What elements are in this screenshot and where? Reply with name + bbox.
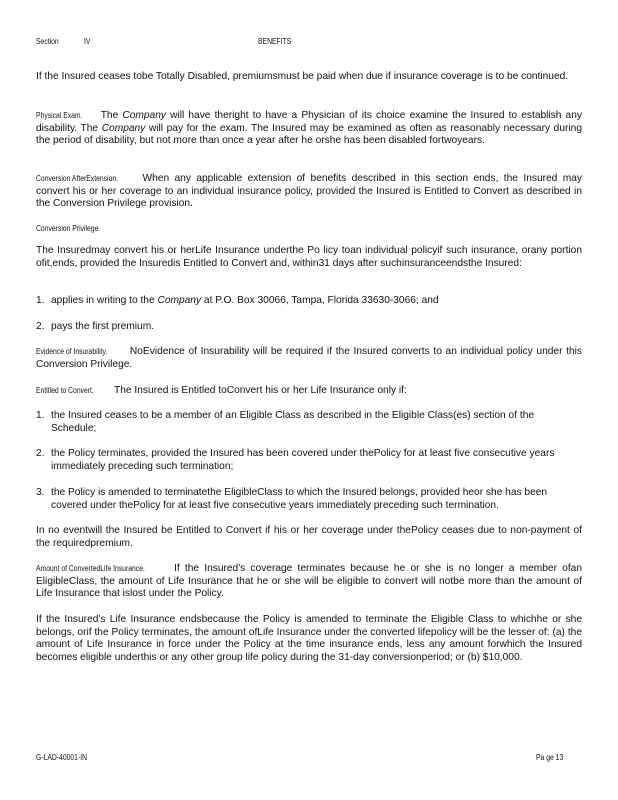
amount-paragraph: [36, 563, 582, 601]
physical-exam-heading: Physical Exam.: [36, 111, 83, 120]
page-number: Pa ge 13: [536, 753, 564, 762]
company-term: Company: [101, 122, 146, 134]
condition-2-text: the Policy terminates, provided the Insured has been covered under thePolicy for at least five consecutive years immediately preceding such termination;: [51, 448, 555, 472]
condition-3-text: the Policy is amended to terminatethe EligibleClass to which the Insured belongs, provided heor she has been covered under thePolicy for at least five consecutive years immediately preceding such termination.: [51, 487, 548, 511]
section-label: Section: [36, 36, 59, 46]
company-term: Company: [122, 110, 166, 121]
condition-row: [36, 448, 582, 473]
step1-text-b: at P.O. Box 30066, Tampa, Florida 33630-3066; and: [201, 295, 439, 306]
document-page: [36, 0, 582, 800]
conversion-extension-paragraph: [36, 173, 582, 211]
form-id: G-LAD-40001-IN: [36, 753, 88, 762]
conversion-extension-text: When any applicable extension of benefits described in this section ends, the Insured may convert his or her coverage to an individual insurance policy, provided the Insured is Entitled to Convert as described in the Conversion Privilege provision.: [36, 173, 582, 210]
condition-row: [36, 410, 582, 435]
list-number: 2.: [36, 448, 45, 459]
step2-text: pays the first premium.: [51, 321, 155, 332]
list-number: 3.: [36, 487, 45, 498]
disability-premium-paragraph: If the Insured ceases tobe Totally Disabled, premiumsmust be paid when due if insurance coverage is to be continued.: [36, 71, 569, 82]
evidence-paragraph: [36, 346, 582, 371]
physical-exam-text-c: will pay for the exam. The Insured may be examined as often as reasonably necessary during the period of disability, but not more than once a year after he orshe has been disabled fortwoyears.: [36, 122, 582, 147]
non-payment-paragraph: In no eventwill the Insured be Entitled to Convert if his or her coverage under thePolicy ceases due to non-payment of the requiredpremium.: [36, 525, 582, 549]
company-term: Company: [157, 295, 202, 306]
conversion-privilege-paragraph: The Insuredmay convert his or herLife Insurance underthe Po licy toan individual policyif such insurance, orany portion ofit,ends, provided the Insuredis Entitled to Convert and, within31 days after suchinsuranceendsthe Insured:: [36, 245, 582, 269]
conversion-privilege-heading-line: [36, 223, 582, 236]
condition-1: [36, 410, 582, 435]
amount-heading: Amount of ConvertedLife Insurance.: [36, 564, 145, 573]
evidence-heading: Evidence of Insurability.: [36, 347, 108, 356]
physical-exam-text-a: The: [100, 110, 123, 121]
section-number: IV: [84, 36, 91, 46]
section-title: BENEFITS: [258, 36, 292, 46]
amount-text: If the Insured's coverage terminates because he or she is no longer a member ofan EligibleClass, the amount of Life Insurance that he or she will be eligible to convert will notbe more than the amount of Life Insurance that islost under the Policy.: [36, 563, 582, 600]
evidence-text: NoEvidence of Insurability will be required if the Insured converts to an individual policy under this Conversion Privilege.: [36, 346, 582, 370]
list-number: 1.: [36, 410, 45, 421]
conversion-privilege-heading: Conversion Privilege: [36, 224, 99, 233]
step1-text-a: applies in writing to the: [51, 295, 158, 306]
physical-exam-paragraph: [36, 110, 582, 148]
entitled-text: The Insured is Entitled toConvert his or her Life Insurance only if:: [114, 385, 407, 396]
conversion-step-2: [36, 321, 582, 334]
condition-3: [36, 487, 582, 512]
condition-row: [36, 487, 582, 512]
final-paragraph: If the Insured's Life Insurance endsbecause the Policy is amended to terminate the Eligible Class to whichhe or she belongs, orif the Policy terminates, the amount ofLife Insurance under the converted lifepolicy will be the lesser of: (a) the amount of Life Insurance in force under the Policy at the time insurance ends, less any amount forwhich the Insured becomes eligible underthis or any other group life policy during the 31-day conversionperiod; or (b) $10,000.: [36, 614, 582, 663]
entitled-heading: Entitled to Convert.: [36, 386, 94, 395]
list-number: 1.: [36, 295, 45, 306]
conversion-step-1: [36, 295, 582, 308]
condition-1-text: the Insured ceases to be a member of an Eligible Class as described in the Eligible Class(es) section of the Schedule;: [51, 410, 535, 434]
list-number: 2.: [36, 321, 45, 332]
physical-exam-text-b: will have theright to have a Physician of its choice examine the Insured to establish any disability. The: [36, 110, 582, 134]
conversion-extension-heading: Conversion AfterExtension.: [36, 174, 119, 183]
entitled-paragraph: [36, 385, 582, 398]
condition-2: [36, 448, 582, 473]
